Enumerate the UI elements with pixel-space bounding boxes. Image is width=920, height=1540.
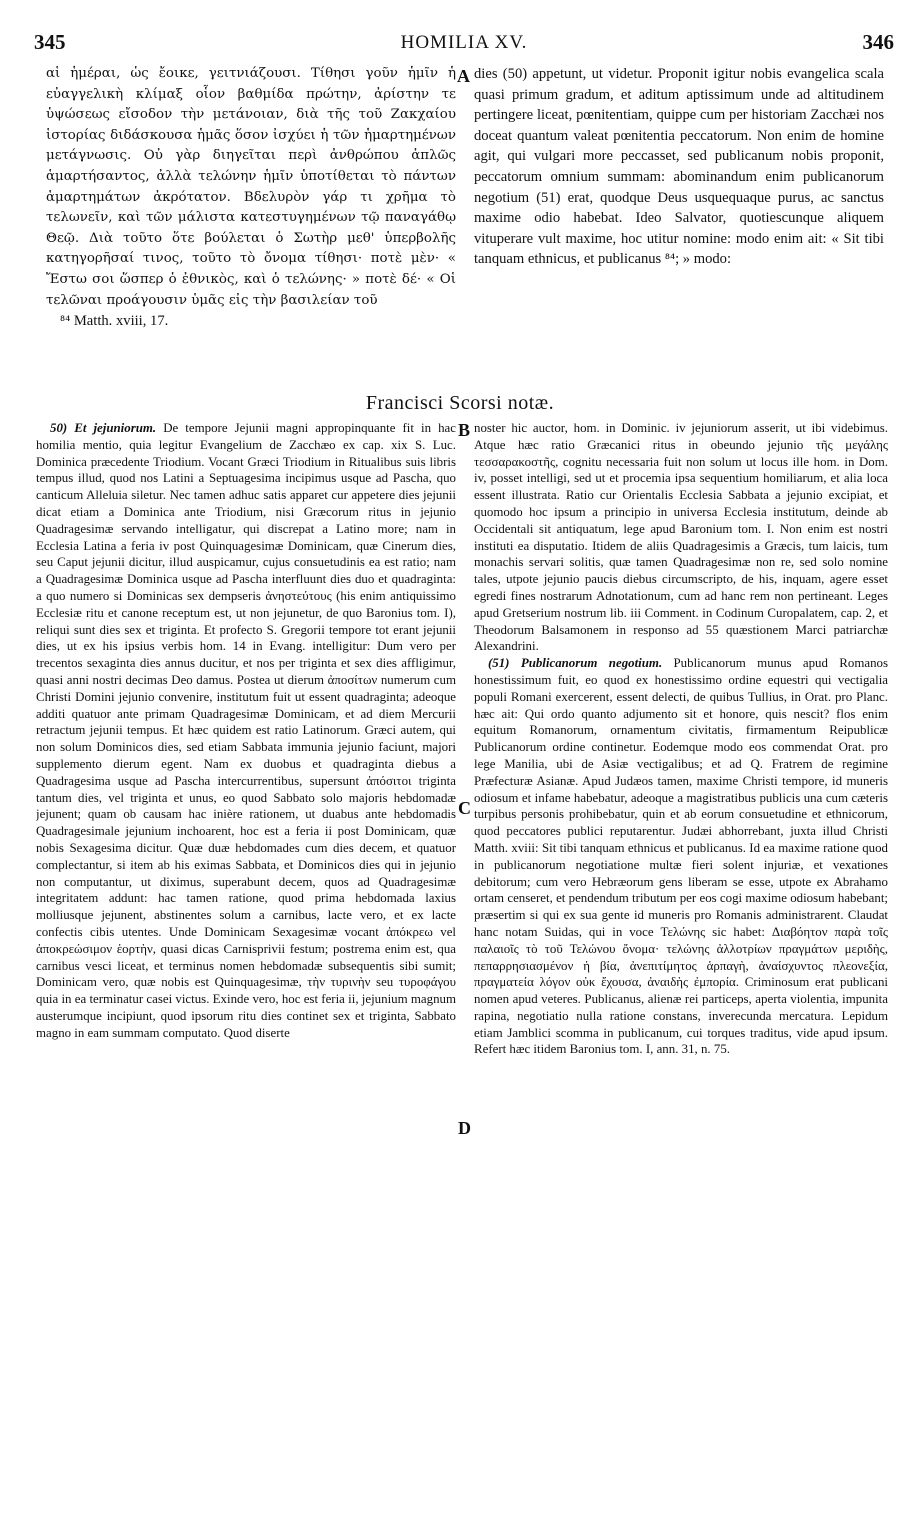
section-title: Francisci Scorsi notæ. [365,392,555,414]
page-number-left: 345 [34,30,66,54]
page-number-right: 346 [862,30,894,54]
latin-text-column [474,64,884,374]
greek-text-column [46,64,456,394]
note-50 [36,420,456,1041]
margin-letter-c: C [458,798,471,818]
margin-letter-d: D [458,1118,471,1138]
running-header [34,30,894,58]
margin-letter-b: B [458,420,471,440]
note-50-continuation: noster hic auctor, hom. in Dominic. iv jejuniorum asserit, ut ibi videbimus. Atque hæc ratio Græcanici ritus in obeundo jejunio τῆς μεγάλης τεσσαρακοστῆς, cognitu necessaria fuit non solum ut locus ille hom. in Dom. iv, posset intelligi, sed ut et procemia ipsa sequentium homiliarum, et alia loca essent illustrata. Ratio cur Orientalis Ecclesia Sabbata a jejunio excipiat, et quomodo hoc ipsum a principio in universa Ecclesia institutum, deinde ab Occidentali sit antiquatum, lege apud Baronium tom. I. Non enim est nostri instituti ea disputatio. Itidem de aliis Quadragesimis a Græcis, tum laicis, tum monachis servari solitis, quæ tamen Quadragesimæ non re, sed solo nomine tales, utpote jejunio paucis diebus circumscripto, de his, inquam, agere esset egredi fines nostrarum Adnotationum, cum ad hanc rem non pertineant. Leges apud Gretserium nostrum lib. iii Comment. in Codinum Curopalatem, cap. 2, et Theodorum Balsamonem in responso ad 55 quæstionem Marci patriarchæ Alexandrini. [474,421,888,654]
greek-paragraph: αἱ ἡμέραι, ὡς ἔοικε, γειτνιάζουσι. Τίθησι γοῦν ἡμῖν ἡ εὐαγγελικὴ κλίμαξ οἷον βαθμίδα πρώτην, ἀρίστην τε ὑψώσεως εἴσοδον τὴν μετάνοιαν, διὰ τῆς τοῦ Ζακχαίου ἱστορίας διδάσκουσα ἡμᾶς ὅσον ἰσχύει ἡ τῶν ἡμαρτημένων μετάγνωσις. Οὐ γὰρ διηγεῖται περὶ ἀνθρώπου ἁπλῶς ἁμαρτήσαντος, ἀλλὰ τελώνην ἡμῖν ὑποτίθεται τὸ πάντων ἁμαρτημάτων ἀκρότατον. Βδελυρὸν γάρ τι χρῆμα τὸ τελωνεῖν, καὶ τῶν μάλιστα κατεστυγημένων τῷ παναγάθῳ Θεῷ. Διὰ τοῦτο ὅτε βούλεται ὁ Σωτὴρ μεθ' ὑπερβολῆς κατηγορῆσαί τινος, τοῦτο τὸ ὄνομα τίθησι· ποτὲ μὲν· « Ἔστω σοι ὥσπερ ὁ ἐθνικὸς, καὶ ὁ τελώνης· » ποτὲ δέ· « Οἱ τελῶναι προάγουσιν ὑμᾶς εἰς τὴν βασιλείαν τοῦ [46,66,456,308]
running-title: HOMILIA XV. [400,32,528,53]
latin-paragraph: dies (50) appetunt, ut videtur. Proponit igitur nobis evangelica scala quasi primum gradum, et aditum aptissimum unde ad altitudinem pertingere liceat, pœnitentiam, quippe cum per historiam Zacchæi nos doceat quantum valeat pœnitentia peccatorum. Non enim de homine agit, qui vulgari more peccasset, sed publicanum nobis proponit, peccatorum omnium summam: abominandum enim publicanorum negotium (51) erat, quodque Deus usquequaque purus, ac sanctus maxime odio habebat. Ideo Salvator, quotiescunque aliquem vituperare vult maxime, hoc utitur nomine: modo enim ait: « Sit tibi tanquam ethnicus, et publicanus ⁸⁴; » modo: [474,66,884,268]
note-51 [474,655,888,1058]
margin-letter-a: A [457,66,470,86]
notes-left-column [36,420,456,1520]
footnote-reference: ⁸⁴ Matth. xviii, 17. [60,313,169,330]
note-50-label: 50) Et jejuniorum. [50,421,157,435]
notes-right-column [474,420,888,1520]
note-51-label: (51) Publicanorum negotium. [488,656,663,671]
note-50-text: De tempore Jejunii magni appropinquante fit in hac homilia mentio, quia legitur Evangelium de Zacchæo ex cap. xix S. Luc. Dominica præcedente Triodium. Vocant Græci Triodium in Ritualibus suis libris tempus illud, quod nos Latini a Septuagesima incipimus usque ad Pascha, quo canticum Alleluia siletur. Nec tamen adhuc satis apparet cur appetere dies jejunii dicat etiam a Dominica ante Triodium, nisi Græcorum ritus in jejunio Quadragesimæ servando intelligatur, qui discrepat a Latino more; nam in Ecclesia Latina a feria iv post Quinquagesimæ Dominicam, quæ Cinerum dies, seu Caput jejunii dicitur, illud auspicamur, cujus consuetudinis ea est ratio; nam a Quadragesimæ Dominica usque ad Pascha interfluunt dies duo et quadraginta: a quo numero si Dominicas sex dempseris ἀνηστεύτους (his enim antiquissimo Ecclesiæ ritu et canone receptum est, ut non jejunetur, de quo Baronius tom. I), reliqui sunt dies sex et triginta. Et profecto S. Gregorii tempore tot erant jejunii dies, ut ex his ipsius verbis hom. 14 in Evang. intelligitur: Dum vero per trecentos sexaginta dies annus ducitur, et nos per triginta et sex dies affligimur, quasi anni nostri decimas Deo damus. Postea ut dierum ἀποσίτων numerum cum Christi Domini jejunio convenire, institutum fuit ut essent quadraginta; adeoque additi quatuor ante primam Quadragesimæ Dominicam, et ad diem Mercurii retractum jejunii tempus. Et hæc quidem est ratio Latinorum. Græci autem, qui non solum Dominicos dies, sed etiam Sabbata immunia jejunio faciunt, majori supplemento dierum egent. Nam ex duobus et quadraginta diebus a Quadragesima usque ad Pascha intercurrentibus, supersunt ἀπόσιτοι triginta tantum dies, vel triginta et unus, eo quod Sabbato solo majoris hebdomadæ jejunent; quam ob causam hac inière rationem, ut duabus ante hebdomadis Quadragesimale jejunium inchoarent, hoc est a feria ii post Dominicam, quæ nobis Sexagesima dicitur. Quæ duæ hebdomades cum dies decem, et quatuor complectantur, si item ab his eximas Sabbata, et Dominicos dies qui in jejunio non computantur, ut diximus, superabunt decem, quos ad Quadragesimæ integritatem addunt: hac tamen ratione, quod prima hebdomada laxius molliusque jejunent, abstinentes solum a carnibus, lacte vero, et ex lacte confectis cibis utentes. Unde Dominicam Sexagesimæ vocant ἀπόκρεω vel ἀποκρεώσιμον ἑορτὴν, quasi dicas Carnisprivii festum; postrema enim est, qua carnibus vesci liceat, et terminus nomen hebdomadæ subsequentis sibi sumit; Dominicam vero, quæ nobis est Quinquagesimæ, τὴν τυρινὴν seu τυροφάγου quia in ea terminatur casei victus. Exinde vero, hoc est feria ii, jejunium magnum austerumque incipiunt, quod ipsorum ritu dies continet sex et triginta, Sabbato magno in eam summam computato. Quod diserte [36,421,456,1040]
note-51-text: Publicanorum munus apud Romanos honestissimum fuit, eo quod ex honestissimo ordine equestri qui vectigalia populi Romani exercerent, essent delecti, de quibus Tullius, in Orat. pro Planc. hæc ait: Qui ordo quanto adjumento sit et honore, quis nescit? flos enim equitum Romanorum, ornamentum civitatis, firmamentum Reipublicæ Publicanorum ordine continetur. Eodemque modo eos commendat Orat. pro lege Manilia, ubi de Asiæ vectigalibus; et ad Q. Fratrem de regimine Præfecturæ Asianæ. Apud Judæos tamen, maxime Christi tempore, id muneris odiosum et infame habebatur, adeoque a magistratibus publicis una cum cæteris turpibus personis prohibebatur, quin et ab eorum consuetudine et ethnicorum, quod peccatores publici reputarentur. Judæi abhorrebant, juxta illud Christi Matth. xviii: Sit tibi tanquam ethnicus et publicanus. Id ea maxime ratione quod in publicanorum negotiatione multæ fieri solent injuriæ, et vexationes debitorum; cum vero Hebræorum gens liberam se esse, utpote ex Abrahamo ortam censeret, et pendendum tributum per eos cogi maxime odiosum habebant; præsertim si qui ex sua gente id muneris pro Romanis administrarent. Claudat hanc notam Suidas, qui in voce Τελώνης sic habet: Διαβόητον παρὰ τοῖς παλαιοῖς τὸ τοῦ Τελώνου ὄνομα· τελώνης ἀλλοτρίων πραγμάτων μεριδὴς, πεπαρρησιασμένον ἡ βία, ἀνεπιτίμητος ἁρπαγὴ, ἀναίσχυντος πλεονεξία, πραγματεία λόγον οὐκ ἔχουσα, ἀναιδὴς ἐμπορία. Criminosum erat publicani nomen apud veteres. Publicanus, alienæ rei particeps, aperta violentia, impunita rapina, negotiatio nulla ratione constans, inverecunda mercatura. Lepidum etiam Jamblici scomma in publicanum, cui torques traditus, vide apud ipsum. Refert hæc itidem Baronius tom. I, ann. 31, n. 75. [474,656,888,1057]
